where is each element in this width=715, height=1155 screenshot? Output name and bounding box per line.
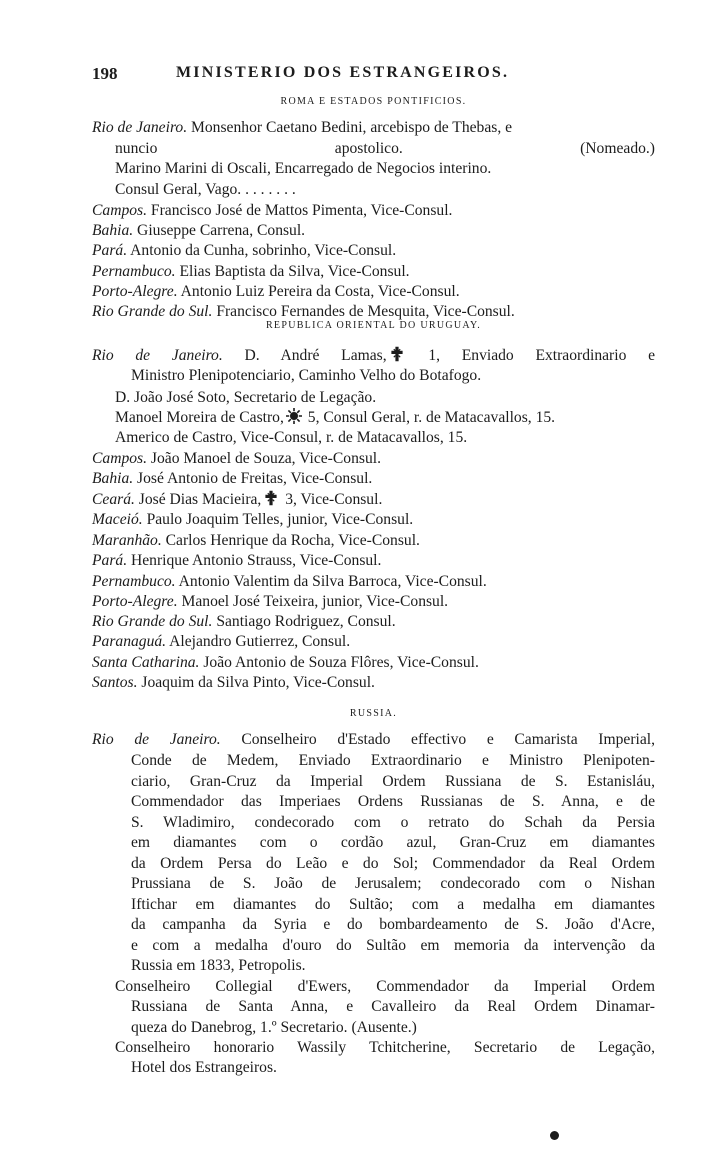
line-text: Antonio Valentim da Silva Barroca, Vice-Consul. — [175, 573, 487, 590]
place-name: Rio Grande do Sul. — [92, 303, 213, 320]
line-text: Russiana de Santa Anna, e Cavalleiro da Real Ordem Dinamar- — [131, 998, 655, 1015]
line-text: Antonio da Cunha, sobrinho, Vice-Consul. — [127, 242, 397, 259]
line-text: D. João José Soto, Secretario de Legação. — [115, 389, 377, 406]
place-name: Santos. — [92, 674, 138, 691]
line-text: Henrique Antonio Strauss, Vice-Consul. — [127, 552, 382, 569]
place-name: Pernambuco. — [92, 573, 176, 590]
text-line — [92, 531, 420, 550]
text-line — [92, 673, 375, 692]
line-text: Antonio Luiz Pereira da Costa, Vice-Consul. — [177, 283, 460, 300]
page-number: 198 — [92, 64, 118, 83]
place-name: Pará. — [92, 242, 128, 259]
place-name: Maceió. — [92, 511, 143, 528]
text-line — [115, 180, 296, 199]
text-line — [131, 854, 655, 873]
text-line — [131, 874, 655, 893]
line-text: Santiago Rodriguez, Consul. — [212, 613, 396, 630]
place-name: Santa Catharina. — [92, 654, 200, 671]
place-name: Porto-Alegre. — [92, 593, 178, 610]
line-text: Hotel dos Estrangeiros. — [131, 1059, 277, 1076]
line-text: da campanha da Syria e do bombardeamento de S. João d'Acre, — [131, 916, 655, 933]
line-text: Paulo Joaquim Telles, junior, Vice-Consul. — [142, 511, 414, 528]
text-line — [92, 612, 396, 631]
line-text: queza do Danebrog, 1.º Secretario. (Ausente.) — [131, 1019, 417, 1036]
text-line — [92, 490, 382, 511]
place-name: Rio Grande do Sul. — [92, 613, 213, 630]
text-line — [131, 936, 655, 955]
text-line — [115, 1038, 655, 1057]
line-text: nuncio apostolico. (Nomeado.) — [115, 140, 655, 157]
line-text: Marino Marini di Oscali, Encarregado de Negocios interino. — [115, 160, 492, 177]
line-text: da Ordem Persa do Leão e do Sol; Commendador da Real Ordem — [131, 855, 655, 872]
text-line — [131, 751, 655, 770]
place-name: Bahia. — [92, 222, 134, 239]
text-line — [92, 346, 655, 367]
line-text: Commendador das Imperiaes Ordens Russianas de S. Anna, e de — [131, 793, 655, 810]
text-line — [92, 302, 515, 321]
place-name: Bahia. — [92, 470, 134, 487]
line-text: D. André Lamas, — [222, 347, 387, 365]
text-line — [131, 772, 655, 791]
line-text: em diamantes com o cordão azul, Gran-Cruz em diamantes — [131, 834, 655, 851]
line-text: Francisco José de Mattos Pimenta, Vice-Consul. — [147, 202, 453, 219]
line-text-continued: 3, Vice-Consul. — [281, 491, 383, 509]
text-line — [92, 118, 512, 137]
text-line — [131, 956, 306, 975]
section-title-russia: RUSSIA. — [349, 708, 398, 719]
text-line — [115, 428, 467, 447]
line-text: Russia em 1833, Petropolis. — [131, 957, 306, 974]
line-text: Joaquim da Silva Pinto, Vice-Consul. — [137, 674, 375, 691]
place-name: Rio de Janeiro. — [92, 347, 223, 365]
line-text: e com a medalha d'ouro do Sultão em memoria da intervenção da — [131, 937, 655, 954]
page-header — [92, 64, 652, 88]
text-line — [115, 139, 655, 158]
text-line — [92, 201, 452, 220]
line-text: José Antonio de Freitas, Vice-Consul. — [133, 470, 373, 487]
cross-order-icon — [389, 346, 405, 367]
place-name: Porto-Alegre. — [92, 283, 178, 300]
text-line — [92, 572, 487, 591]
text-line — [115, 388, 376, 407]
text-line — [131, 1058, 277, 1077]
line-text: S. Wladimiro, condecorado com o retrato do Schah da Persia — [131, 814, 655, 831]
section-title-roma: ROMA E ESTADOS PONTIFICIOS. — [280, 96, 467, 107]
line-text: Conselheiro honorario Wassily Tchitcherine, Secretario de Legação, — [115, 1039, 655, 1056]
text-line — [92, 282, 460, 301]
section-title-uruguay: REPUBLICA ORIENTAL DO URUGUAY. — [265, 320, 482, 331]
ink-dot — [550, 1131, 559, 1140]
place-name: Paranaguá. — [92, 633, 167, 650]
line-text: Manoel José Teixeira, junior, Vice-Consul. — [177, 593, 449, 610]
line-text: Iftichar em diamantes do Sultão; com a medalha em diamantes — [131, 896, 655, 913]
line-text: João Antonio de Souza Flôres, Vice-Consul. — [199, 654, 479, 671]
place-name: Campos. — [92, 450, 148, 467]
cross-order-icon — [263, 490, 279, 511]
text-line — [115, 977, 655, 996]
text-line — [92, 653, 479, 672]
line-text: Elias Baptista da Silva, Vice-Consul. — [175, 263, 410, 280]
text-line — [92, 262, 410, 281]
place-name: Ceará. — [92, 491, 135, 509]
text-line — [92, 510, 413, 529]
text-line — [92, 449, 381, 468]
running-head: MINISTERIO DOS ESTRANGEIROS. — [176, 64, 510, 81]
text-line — [92, 730, 655, 749]
place-name: Rio de Janeiro. — [92, 119, 188, 136]
line-text: João Manoel de Souza, Vice-Consul. — [147, 450, 381, 467]
line-text: Conde de Medem, Enviado Extraordinario e Ministro Plenipoten- — [131, 752, 655, 769]
line-text: Americo de Castro, Vice-Consul, r. de Matacavallos, 15. — [115, 429, 468, 446]
text-line — [92, 551, 381, 570]
line-text-continued: 5, Consul Geral, r. de Matacavallos, 15. — [303, 409, 556, 427]
text-line — [131, 915, 655, 934]
line-text: Conselheiro Collegial d'Ewers, Commendador da Imperial Ordem — [115, 978, 655, 995]
text-line — [131, 1018, 417, 1037]
line-text: ciario, Gran-Cruz da Imperial Ordem Russiana de S. Estanisláu, — [131, 773, 655, 790]
text-line — [92, 592, 448, 611]
line-text: José Dias Macieira, — [134, 491, 262, 509]
text-line — [131, 997, 655, 1016]
line-text: Ministro Plenipotenciario, Caminho Velho do Botafogo. — [131, 367, 482, 384]
line-text: Monsenhor Caetano Bedini, arcebispo de Thebas, e — [187, 119, 513, 136]
text-line — [92, 632, 350, 651]
line-text: Giuseppe Carrena, Consul. — [133, 222, 306, 239]
place-name: Pará. — [92, 552, 128, 569]
text-line — [92, 221, 305, 240]
sun-medal-icon — [286, 408, 302, 429]
line-text: Alejandro Gutierrez, Consul. — [166, 633, 351, 650]
line-text: Manoel Moreira de Castro, — [115, 409, 284, 427]
line-text: Carlos Henrique da Rocha, Vice-Consul. — [161, 532, 420, 549]
text-line — [131, 833, 655, 852]
text-line — [115, 159, 491, 178]
place-name: Pernambuco. — [92, 263, 176, 280]
line-text: Consul Geral, Vago. . . . . . . . — [115, 181, 296, 198]
place-name: Maranhão. — [92, 532, 162, 549]
text-line — [131, 895, 655, 914]
line-text: Prussiana de S. João de Jerusalem; condecorado com o Nishan — [131, 875, 655, 892]
line-text-continued: 1, Enviado Extraordinario e — [406, 347, 656, 365]
text-line — [115, 408, 555, 429]
line-text: Francisco Fernandes de Mesquita, Vice-Consul. — [212, 303, 515, 320]
text-line — [131, 813, 655, 832]
line-text: Conselheiro d'Estado effectivo e Camarista Imperial, — [220, 731, 656, 748]
text-line — [131, 792, 655, 811]
text-line — [92, 241, 396, 260]
place-name: Rio de Janeiro. — [92, 731, 221, 748]
place-name: Campos. — [92, 202, 148, 219]
text-line — [92, 469, 372, 488]
text-line — [131, 366, 481, 385]
